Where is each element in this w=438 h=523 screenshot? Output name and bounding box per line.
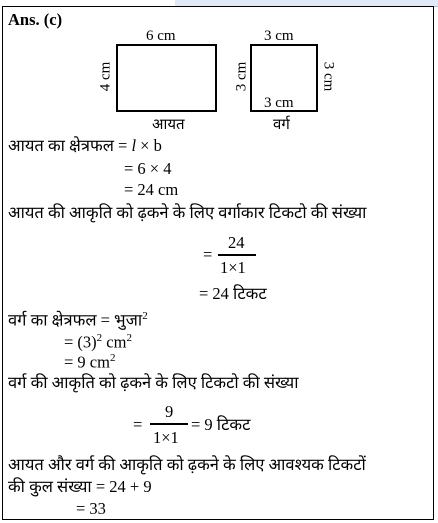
square-area-sup: 2 (142, 310, 148, 322)
rectangle-top-label: 6 cm (146, 28, 176, 44)
square-step1-b: cm (102, 332, 127, 352)
frac2-equals: = (133, 415, 143, 434)
rect-area-l: l (131, 136, 137, 155)
square-step2-text: = 9 cm (64, 352, 110, 372)
rect-tiles-text: आयत की आकृति को ढ़कने के लिए वर्गाकार टिकटो की संख्या (8, 203, 367, 222)
square-step1-a: = (3) (64, 332, 97, 352)
square-left-label: 3 cm (233, 61, 250, 92)
square-tiles-text: वर्ग की आकृति को ढ़कने के लिए टिकटो की संख्या (8, 373, 299, 392)
frac1-denominator: 1×1 (220, 258, 246, 277)
rect-area-step1: = 6 × 4 (124, 159, 172, 178)
square-step1-sup2: 2 (126, 332, 132, 344)
square-bottom-label: 3 cm (264, 95, 294, 111)
frac2-result: = 9 टिकट (191, 415, 251, 434)
square-area-step2 (64, 348, 115, 373)
square-step2-sup: 2 (109, 352, 116, 364)
rect-area-step2: = 24 cm (124, 180, 179, 199)
square-top-label: 3 cm (264, 28, 294, 44)
frac1-result: = 24 टिकट (199, 284, 267, 303)
total-line1: आयत और वर्ग की आकृति को ढ़कने के लिए आवश्यक टिकटों (8, 455, 366, 474)
square-area-line (8, 306, 148, 331)
rectangle-shape (116, 44, 217, 112)
rectangle-caption: आयत (152, 117, 185, 133)
square-caption: वर्ग (273, 117, 290, 133)
rectangle-left-label: 4 cm (97, 61, 114, 92)
frac2-denominator: 1×1 (153, 428, 179, 447)
frac1-numerator: 24 (228, 233, 245, 252)
frac1-bar (218, 254, 256, 256)
rect-area-line (8, 136, 162, 156)
square-right-label: 3 cm (320, 61, 337, 92)
frac1-equals: = (203, 245, 213, 264)
rect-area-formula-rest: × b (136, 136, 162, 155)
square-step1-sup: 2 (96, 332, 103, 344)
answer-label: Ans. (c) (8, 10, 63, 29)
frac2-bar (150, 423, 188, 425)
square-area-label: वर्ग का क्षेत्रफल = भुजा (8, 310, 143, 330)
rect-area-label: आयत का क्षेत्रफल = (8, 136, 132, 155)
frac2-numerator: 9 (165, 402, 174, 421)
total-line2: की कुल संख्या = 24 + 9 (8, 477, 152, 496)
total-result: = 33 (76, 499, 106, 518)
answer-box (2, 6, 434, 520)
